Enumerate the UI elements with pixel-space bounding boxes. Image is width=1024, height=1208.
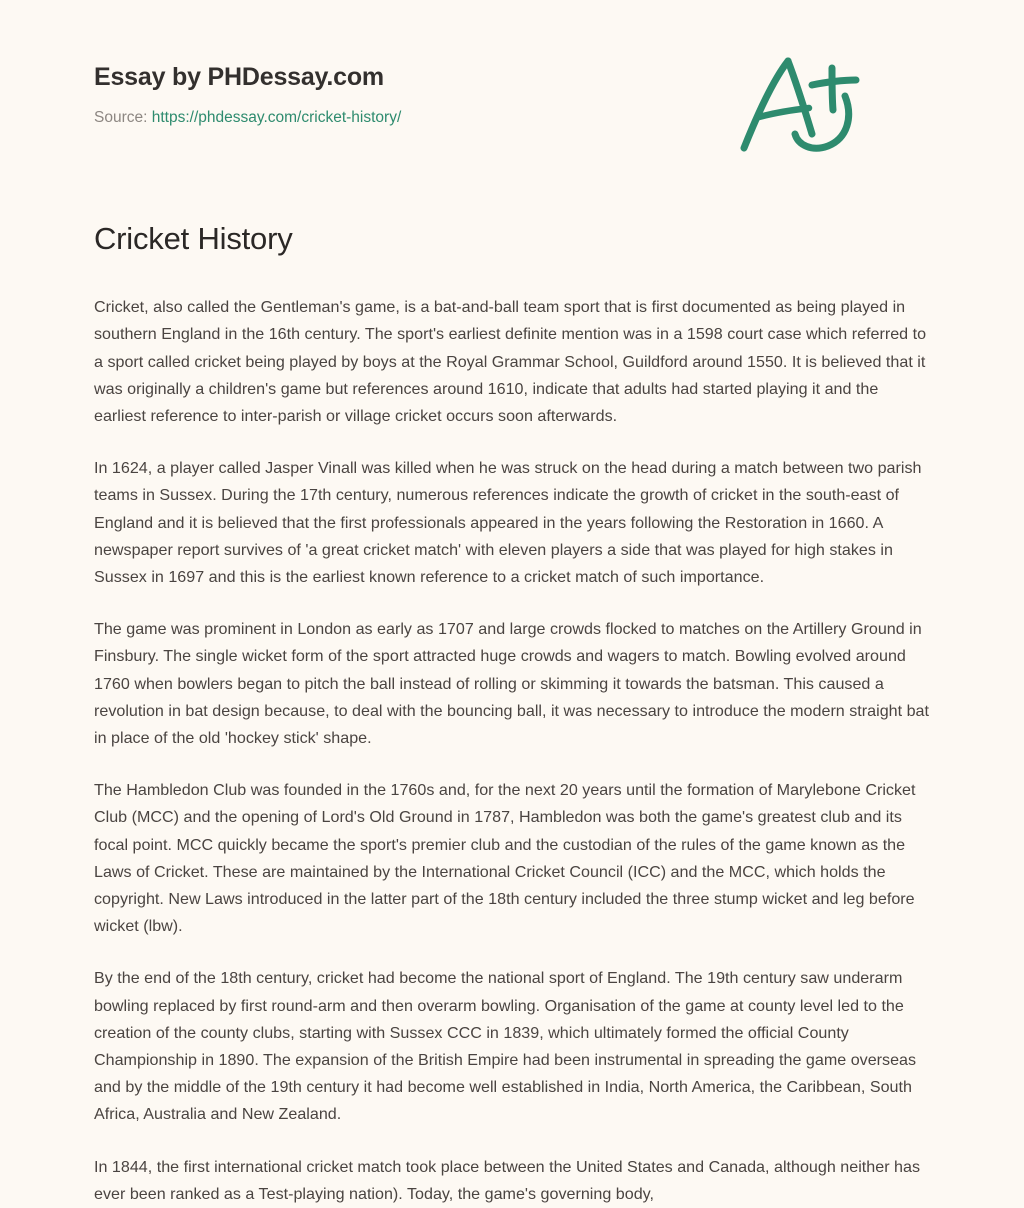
page-title: Cricket History: [94, 221, 293, 256]
source-label: Source:: [94, 109, 148, 126]
a-plus-logo-icon: [732, 48, 872, 158]
source-url-link[interactable]: https://phdessay.com/cricket-history/: [151, 109, 402, 126]
paragraph: In 1624, a player called Jasper Vinall was killed when he was struck on the head during a match between two parish teams in Sussex. During the 17th century, numerous references indicate the growth of cricket in the south-east of England and it is believed that the first professionals appeared in the years following the Restoration in 1660. A newspaper report survives of 'a great cricket match' with eleven players a side that was played for high stakes in Sussex in 1697 and this is the earliest known reference to a cricket match of such importance.: [94, 459, 922, 587]
document-header: [94, 0, 930, 126]
paragraph: The Hambledon Club was founded in the 1760s and, for the next 20 years until the formation of Marylebone Cricket Club (MCC) and the opening of Lord's Old Ground in 1787, Hambledon was both the game's greatest club and its focal point. MCC quickly became the sport's premier club and the custodian of the rules of the game known as the Laws of Cricket. These are maintained by the International Cricket Council (ICC) and the MCC, which holds the copyright. New Laws introduced in the latter part of the 18th century included the three stump wicket and leg before wicket (lbw).: [94, 781, 916, 936]
paragraph: The game was prominent in London as early as 1707 and large crowds flocked to matches on the Artillery Ground in Finsbury. The single wicket form of the sport attracted huge crowds and wagers to match. Bowling evolved around 1760 when bowlers began to pitch the ball instead of rolling or skimming it towards the batsman. This caused a revolution in bat design because, to deal with the bouncing ball, it was necessary to introduce the modern straight bat in place of the old 'hockey stick' shape.: [94, 620, 929, 748]
paragraph: In 1844, the first international cricket match took place between the United States and Canada, although neither has ever been ranked as a Test-playing nation). Today, the game's governing body,: [94, 1157, 921, 1203]
paragraph: By the end of the 18th century, cricket had become the national sport of England. The 19th century saw underarm bowling replaced by first round-arm and then overarm bowling. Organisation of the game at county level led to the creation of the county clubs, starting with Sussex CCC in 1839, which ultimately formed the official County Championship in 1890. The expansion of the British Empire had been instrumental in spreading the game overseas and by the middle of the 19th century it had become well established in India, North America, the Caribbean, South Africa, Australia and New Zealand.: [94, 969, 917, 1124]
brand-title: Essay by PHDessay.com: [94, 63, 384, 91]
article-body: [94, 257, 930, 1208]
paragraph: Cricket, also called the Gentleman's game, is a bat-and-ball team sport that is first documented as being played in southern England in the 16th century. The sport's earliest definite mention was in a 1598 court case which referred to a sport called cricket being played by boys at the Royal Grammar School, Guildford around 1550. It is believed that it was originally a children's game but references around 1610, indicate that adults had started playing it and the earliest reference to inter-parish or village cricket occurs soon afterwards.: [94, 298, 927, 425]
